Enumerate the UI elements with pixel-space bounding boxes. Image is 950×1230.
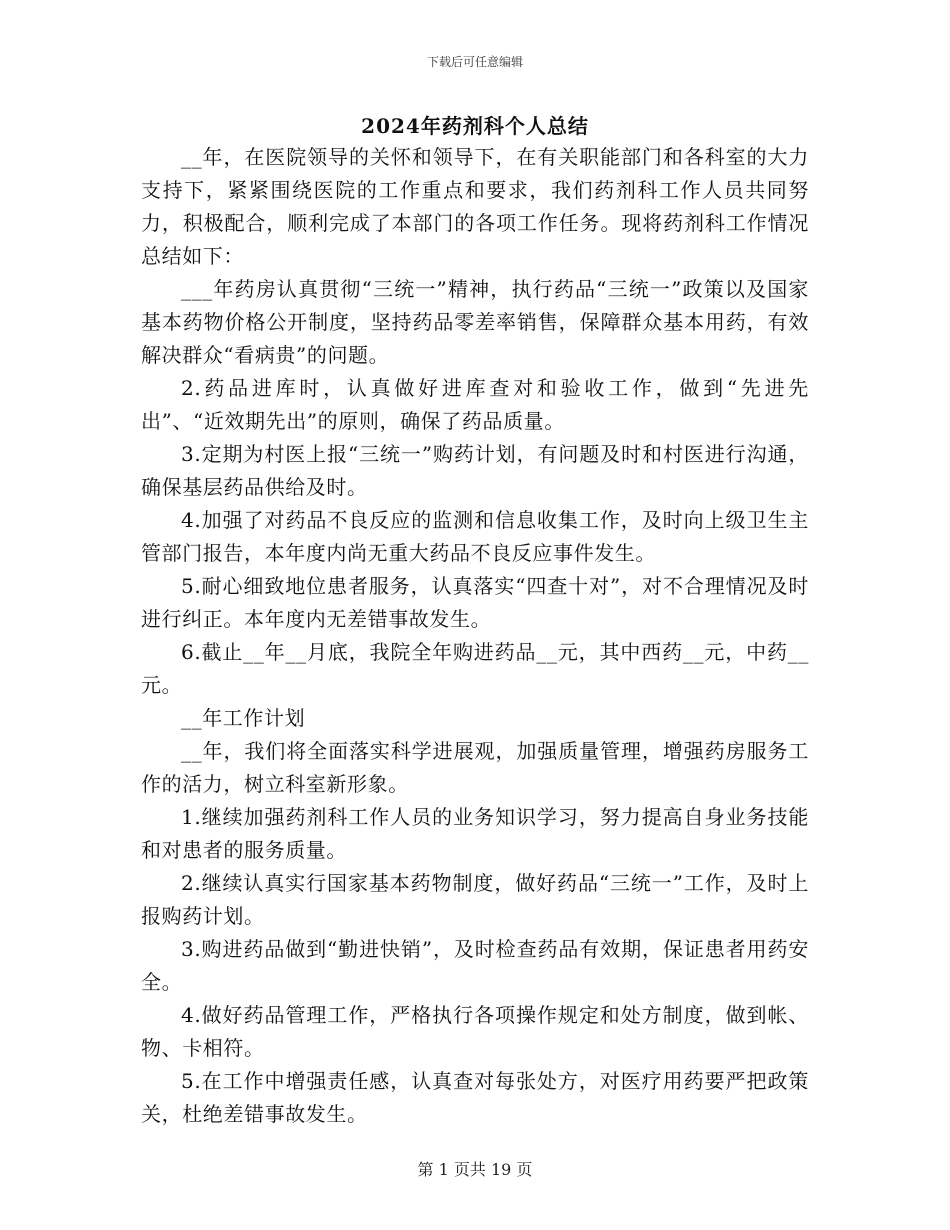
paragraph-plan-2: 2.继续认真实行国家基本药物制度，做好药品“三统一”工作，及时上报购药计划。	[141, 871, 809, 928]
paragraph-plan-1: 1.继续加强药剂科工作人员的业务知识学习，努力提高自身业务技能和对患者的服务质量。	[141, 805, 809, 862]
paragraph-item-3: 3.定期为村医上报“三统一”购药计划，有问题及时和村医进行沟通，确保基层药品供给及时。	[141, 442, 809, 499]
paragraph-item-2: 2.药品进库时，认真做好进库查对和验收工作，做到“先进先出”、“近效期先出”的原则，确保了药品质量。	[141, 376, 809, 433]
paragraph-item-1: ___年药房认真贯彻“三统一”精神，执行药品“三统一”政策以及国家基本药物价格公开制度，坚持药品零差率销售，保障群众基本用药，有效解决群众“看病贵”的问题。	[141, 277, 809, 367]
paragraph-plan-intro: __年，我们将全面落实科学进展观，加强质量管理，增强药房服务工作的活力，树立科室新形象。	[141, 739, 809, 796]
paragraph-plan-4: 4.做好药品管理工作，严格执行各项操作规定和处方制度，做到帐、物、卡相符。	[141, 1003, 809, 1060]
paragraph-item-4: 4.加强了对药品不良反应的监测和信息收集工作，及时向上级卫生主管部门报告，本年度内尚无重大药品不良反应事件发生。	[141, 508, 809, 565]
paragraph-item-6: 6.截止__年__月底，我院全年购进药品__元，其中西药__元，中药__元。	[141, 640, 809, 697]
paragraph-plan-3: 3.购进药品做到“勤进快销”，及时检查药品有效期，保证患者用药安全。	[141, 937, 809, 994]
document-title: 2024年药剂科个人总结	[361, 114, 589, 138]
paragraph-intro: __年，在医院领导的关怀和领导下，在有关职能部门和各科室的大力支持下，紧紧围绕医院的工作重点和要求，我们药剂科工作人员共同努力，积极配合，顺利完成了本部门的各项工作任务。现将药剂科工作情况总结如下：	[141, 145, 809, 268]
document-body	[141, 141, 809, 1131]
paragraph-item-5: 5.耐心细致地位患者服务，认真落实“四查十对”，对不合理情况及时进行纠正。本年度内无差错事故发生。	[141, 574, 809, 631]
page-header-note: 下载后可任意编辑	[426, 55, 523, 69]
section-heading-plan: __年工作计划	[181, 706, 306, 730]
paragraph-plan-5: 5.在工作中增强责任感，认真查对每张处方，对医疗用药要严把政策关，杜绝差错事故发生。	[141, 1069, 809, 1126]
page-footer-number: 第 1 页共 19 页	[417, 1160, 533, 1179]
